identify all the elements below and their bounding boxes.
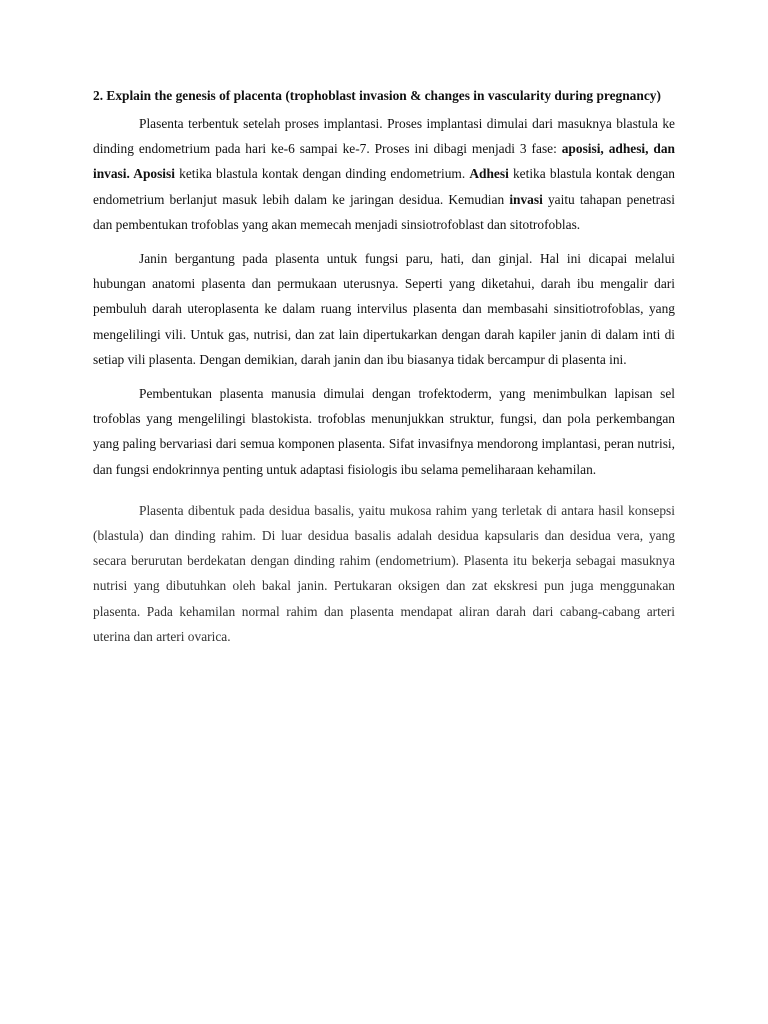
p1-text-1: Plasenta terbentuk setelah proses implantasi. Proses implantasi dimulai dari masuknya blastula ke dinding endometrium pada hari ke-6 sampai ke-7. Proses ini dibagi menjadi 3 fase: [93, 116, 675, 157]
p1-text-2: ketika blastula kontak dengan dinding endometrium. [174, 166, 470, 182]
p1-bold-phases: aposisi, adhesi, dan invasi. Aposisi [93, 141, 675, 182]
p1-bold-invasi: invasi [509, 191, 543, 207]
p1-bold-adhesi: Adhesi [469, 166, 509, 182]
question-heading: 2. Explain the genesis of placenta (trophoblast invasion & changes in vascularity during pregnancy) [93, 88, 661, 103]
p1-text-4: yaitu tahapan penetrasi dan pembentukan trofoblas yang akan memecah menjadi sinsiotrofoblast dan sitotrofoblas. [93, 191, 675, 232]
document-page [93, 87, 675, 658]
p1-text-3: ketika blastula kontak dengan endometrium berlanjut masuk lebih dalam ke jaringan desidua. Kemudian [93, 166, 675, 207]
paragraph-implantation [93, 111, 675, 237]
paragraph-trophectoderm: Pembentukan plasenta manusia dimulai dengan trofektoderm, yang menimbulkan lapisan sel trofoblas yang mengelilingi blastokista. trofoblas menunjukkan struktur, fungsi, dan pola perkembangan yang paling bervariasi dari semua komponen plasenta. Sifat invasifnya mendorong implantasi, peran nutrisi, dan fungsi endokrinnya penting untuk adaptasi fisiologis ibu selama pemeliharaan kehamilan. [93, 386, 675, 477]
paragraph-decidua-basalis: Plasenta dibentuk pada desidua basalis, yaitu mukosa rahim yang terletak di antara hasil konsepsi (blastula) dan dinding rahim. Di luar desidua basalis adalah desidua kapsularis dan desidua vera, yang secara berurutan berdekatan dengan dinding rahim (endometrium). Plasenta itu bekerja sebagai masuknya nutrisi yang dibutuhkan oleh bakal janin. Pertukaran oksigen dan zat ekskresi pun juga menggunakan plasenta. Pada kehamilan normal rahim dan plasenta mendapat aliran darah dari cabang-cabang arteri uterina dan arteri ovarica. [93, 502, 675, 644]
paragraph-fetal-dependence: Janin bergantung pada plasenta untuk fungsi paru, hati, dan ginjal. Hal ini dicapai melalui hubungan anatomi plasenta dan permukaan uterusnya. Seperti yang diketahui, darah ibu mengalir dari pembuluh darah uteroplasenta ke dalam ruang intervilus plasenta dan membasahi sinsitiotrofoblas, yang mengelilingi vili. Untuk gas, nutrisi, dan zat lain dipertukarkan dengan darah kapiler janin di dalam inti di setiap vili plasenta. Dengan demikian, darah janin dan ibu biasanya tidak bercampur di plasenta ini. [93, 251, 675, 367]
